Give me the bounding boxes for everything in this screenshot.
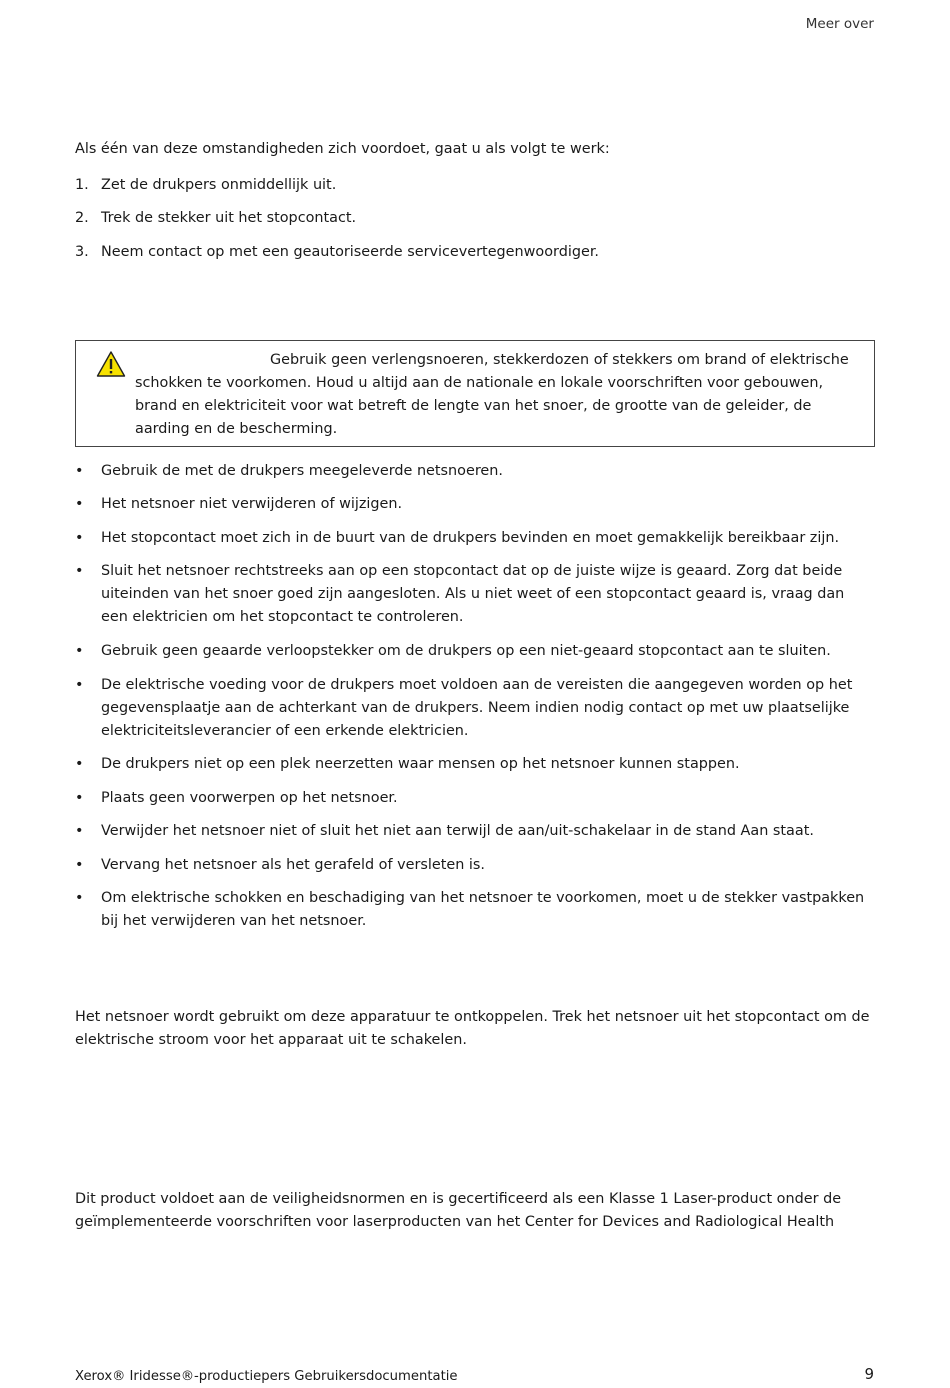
bullet-marker: • bbox=[75, 790, 84, 806]
bullet-text: De elektrische voeding voor de drukpers moet voldoen aan de vereisten die aangegeven worden op het gegevensplaatje aan de achterkant van de drukpers. Neem indien nodig contact op met uw plaatselijke elektriciteitsleverancier of een erkende elektricien. bbox=[101, 677, 853, 739]
step-text: Neem contact op met een geautoriseerde servicevertegenwoordiger. bbox=[101, 244, 599, 260]
bullet-marker: • bbox=[75, 563, 84, 579]
bullet-marker: • bbox=[75, 823, 84, 839]
bullet-marker: • bbox=[75, 643, 84, 659]
bullet-marker: • bbox=[75, 530, 84, 546]
warning-triangle-icon bbox=[96, 350, 126, 378]
step-number: 2. bbox=[75, 210, 89, 226]
warning-text: Gebruik geen verlengsnoeren, stekkerdozen of stekkers om brand of elektrische schokken te voorkomen. Houd u altijd aan de nationale en lokale voorschriften voor gebouwen, brand en elektriciteit voor wat betreft de lengte van het snoer, de grootte van de geleider, de aarding en de bescherming. bbox=[135, 352, 849, 437]
laser-paragraph: Dit product voldoet aan de veiligheidsnormen en is gecertificeerd als een Klasse 1 Laser-product onder de geïmplementeerde voorschriften voor laserproducten van het Center for Devices and Radiological Health bbox=[75, 1191, 842, 1230]
page-number: 9 bbox=[864, 1365, 874, 1383]
bullet-text: Gebruik de met de drukpers meegeleverde netsnoeren. bbox=[101, 463, 503, 479]
bullet-text: Sluit het netsnoer rechtstreeks aan op een stopcontact dat op de juiste wijze is geaard. Zorg dat beide uiteinden van het snoer goed zijn aangesloten. Als u niet weet of een stopcontact geaard is, vraag dan een elektricien om het stopcontact te controleren. bbox=[101, 563, 845, 625]
disconnect-paragraph: Het netsnoer wordt gebruikt om deze apparatuur te ontkoppelen. Trek het netsnoer uit het stopcontact om de elektrische stroom voor het apparaat uit te schakelen. bbox=[75, 1009, 870, 1048]
bullet-marker: • bbox=[75, 677, 84, 693]
bullet-text: Vervang het netsnoer als het gerafeld of versleten is. bbox=[101, 857, 486, 873]
bullet-marker: • bbox=[75, 496, 84, 512]
bullet-text: Het stopcontact moet zich in de buurt van de drukpers bevinden en moet gemakkelijk bereikbaar zijn. bbox=[101, 530, 840, 546]
bullet-marker: • bbox=[75, 463, 84, 479]
running-header: Meer over bbox=[805, 16, 874, 32]
bullet-text: Verwijder het netsnoer niet of sluit het niet aan terwijl de aan/uit-schakelaar in de stand Aan staat. bbox=[101, 823, 814, 839]
footer-title: Xerox® Iridesse®-productiepers Gebruikersdocumentatie bbox=[75, 1369, 458, 1384]
bullet-text: Om elektrische schokken en beschadiging van het netsnoer te voorkomen, moet u de stekker vastpakken bij het verwijderen van het netsnoer. bbox=[101, 890, 865, 929]
bullet-marker: • bbox=[75, 756, 84, 772]
step-text: Trek de stekker uit het stopcontact. bbox=[101, 210, 357, 226]
bullet-text: Plaats geen voorwerpen op het netsnoer. bbox=[101, 790, 398, 806]
bullet-text: De drukpers niet op een plek neerzetten waar mensen op het netsnoer kunnen stappen. bbox=[101, 756, 740, 772]
intro-paragraph: Als één van deze omstandigheden zich voordoet, gaat u als volgt te werk: bbox=[75, 141, 610, 157]
step-number: 3. bbox=[75, 244, 89, 260]
warning-box bbox=[75, 340, 875, 447]
bullet-marker: • bbox=[75, 857, 84, 873]
bullet-text: Gebruik geen geaarde verloopstekker om de drukpers op een niet-geaard stopcontact aan te sluiten. bbox=[101, 643, 831, 659]
step-text: Zet de drukpers onmiddellijk uit. bbox=[101, 177, 337, 193]
step-number: 1. bbox=[75, 177, 89, 193]
bullet-text: Het netsnoer niet verwijderen of wijzigen. bbox=[101, 496, 403, 512]
bullet-marker: • bbox=[75, 890, 84, 906]
